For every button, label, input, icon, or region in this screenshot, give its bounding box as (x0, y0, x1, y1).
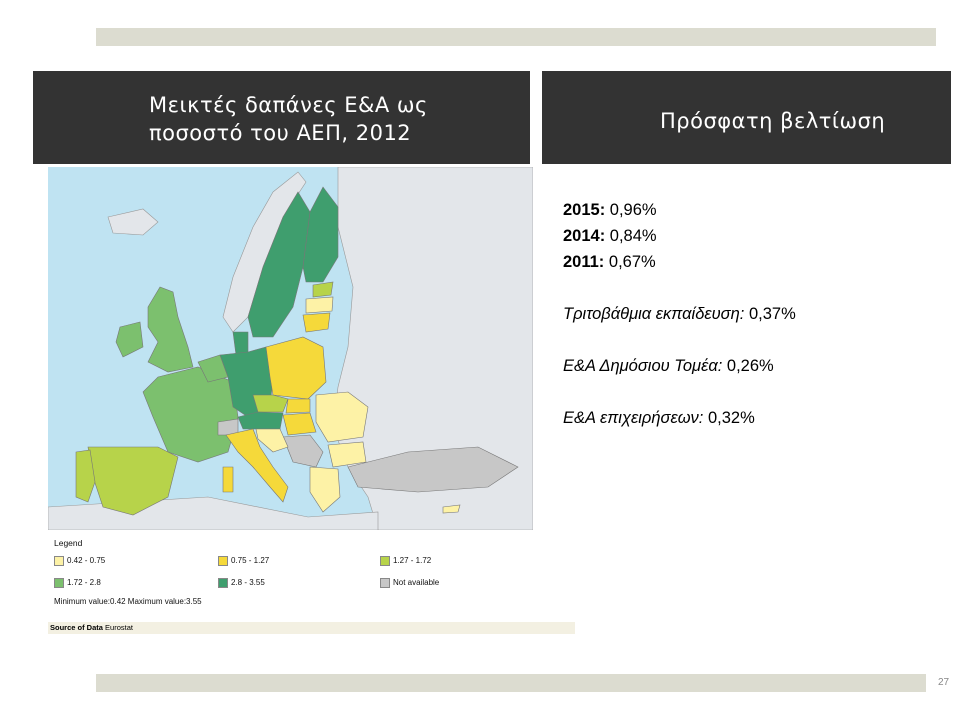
fact-public (563, 353, 796, 379)
legend-swatch (218, 578, 228, 588)
fact-tertiary-value: 0,37% (748, 305, 796, 323)
legend-swatch (218, 556, 228, 566)
map-legend (48, 530, 533, 620)
europe-map (48, 167, 533, 530)
fact-2014-value: 0,84% (609, 227, 657, 245)
left-header-title: Μεικτές δαπάνες Ε&Α ως ποσοστό του ΑΕΠ, 2012 (149, 93, 428, 145)
legend-label: 2.8 - 3.55 (231, 578, 265, 587)
fact-2015 (563, 197, 796, 223)
legend-label: 0.75 - 1.27 (231, 556, 270, 565)
fact-tertiary-label: Τριτοβάθμια εκπαίδευση: (563, 305, 745, 323)
source-label: Source of Data (50, 623, 103, 632)
fact-public-value: 0,26% (726, 357, 774, 375)
latvia (306, 297, 333, 313)
fact-tertiary (563, 301, 796, 327)
facts-panel (563, 197, 796, 431)
page-number: 27 (938, 677, 950, 688)
fact-business-label: Ε&Α επιχειρήσεων: (563, 409, 704, 427)
greece (310, 467, 340, 512)
legend-label: 0.42 - 0.75 (67, 556, 106, 565)
ireland (116, 322, 143, 357)
fact-2014 (563, 223, 796, 249)
legend-title: Legend (54, 538, 83, 548)
legend-swatch (380, 578, 390, 588)
right-header-title: Πρόσφατη βελτίωση (660, 109, 886, 133)
switzerland (218, 419, 238, 435)
right-header-box (542, 71, 951, 164)
legend-swatch (54, 556, 64, 566)
legend-swatch (380, 556, 390, 566)
denmark (233, 332, 248, 355)
fact-public-label: Ε&Α Δημόσιου Τομέα: (563, 357, 723, 375)
top-decor-bar (96, 28, 936, 46)
europe-map-svg (48, 167, 533, 530)
uk (148, 287, 193, 372)
lithuania (303, 313, 330, 332)
legend-label: Not available (393, 578, 440, 587)
map-source (48, 622, 575, 634)
fact-business (563, 405, 796, 431)
balkans-na (283, 435, 323, 467)
fact-2015-label: 2015: (563, 201, 606, 219)
fact-2011 (563, 249, 796, 275)
legend-minmax: Minimum value:0.42 Maximum value:3.55 (54, 597, 202, 606)
sardinia (223, 467, 233, 492)
poland (266, 337, 326, 399)
fact-2011-label: 2011: (563, 253, 605, 271)
fact-2014-label: 2014: (563, 227, 606, 245)
fact-business-value: 0,32% (707, 409, 755, 427)
estonia (313, 282, 333, 297)
legend-label: 1.27 - 1.72 (393, 556, 432, 565)
left-header-box (33, 71, 530, 164)
source-value: Eurostat (105, 623, 133, 632)
finland (303, 187, 338, 282)
legend-swatch (54, 578, 64, 588)
fact-2011-value: 0,67% (608, 253, 656, 271)
legend-label: 1.72 - 2.8 (67, 578, 101, 587)
iceland (108, 209, 158, 235)
fact-2015-value: 0,96% (609, 201, 657, 219)
hungary (283, 413, 316, 435)
czech (253, 395, 288, 412)
slovakia (286, 399, 310, 413)
bottom-decor-bar (96, 674, 926, 692)
